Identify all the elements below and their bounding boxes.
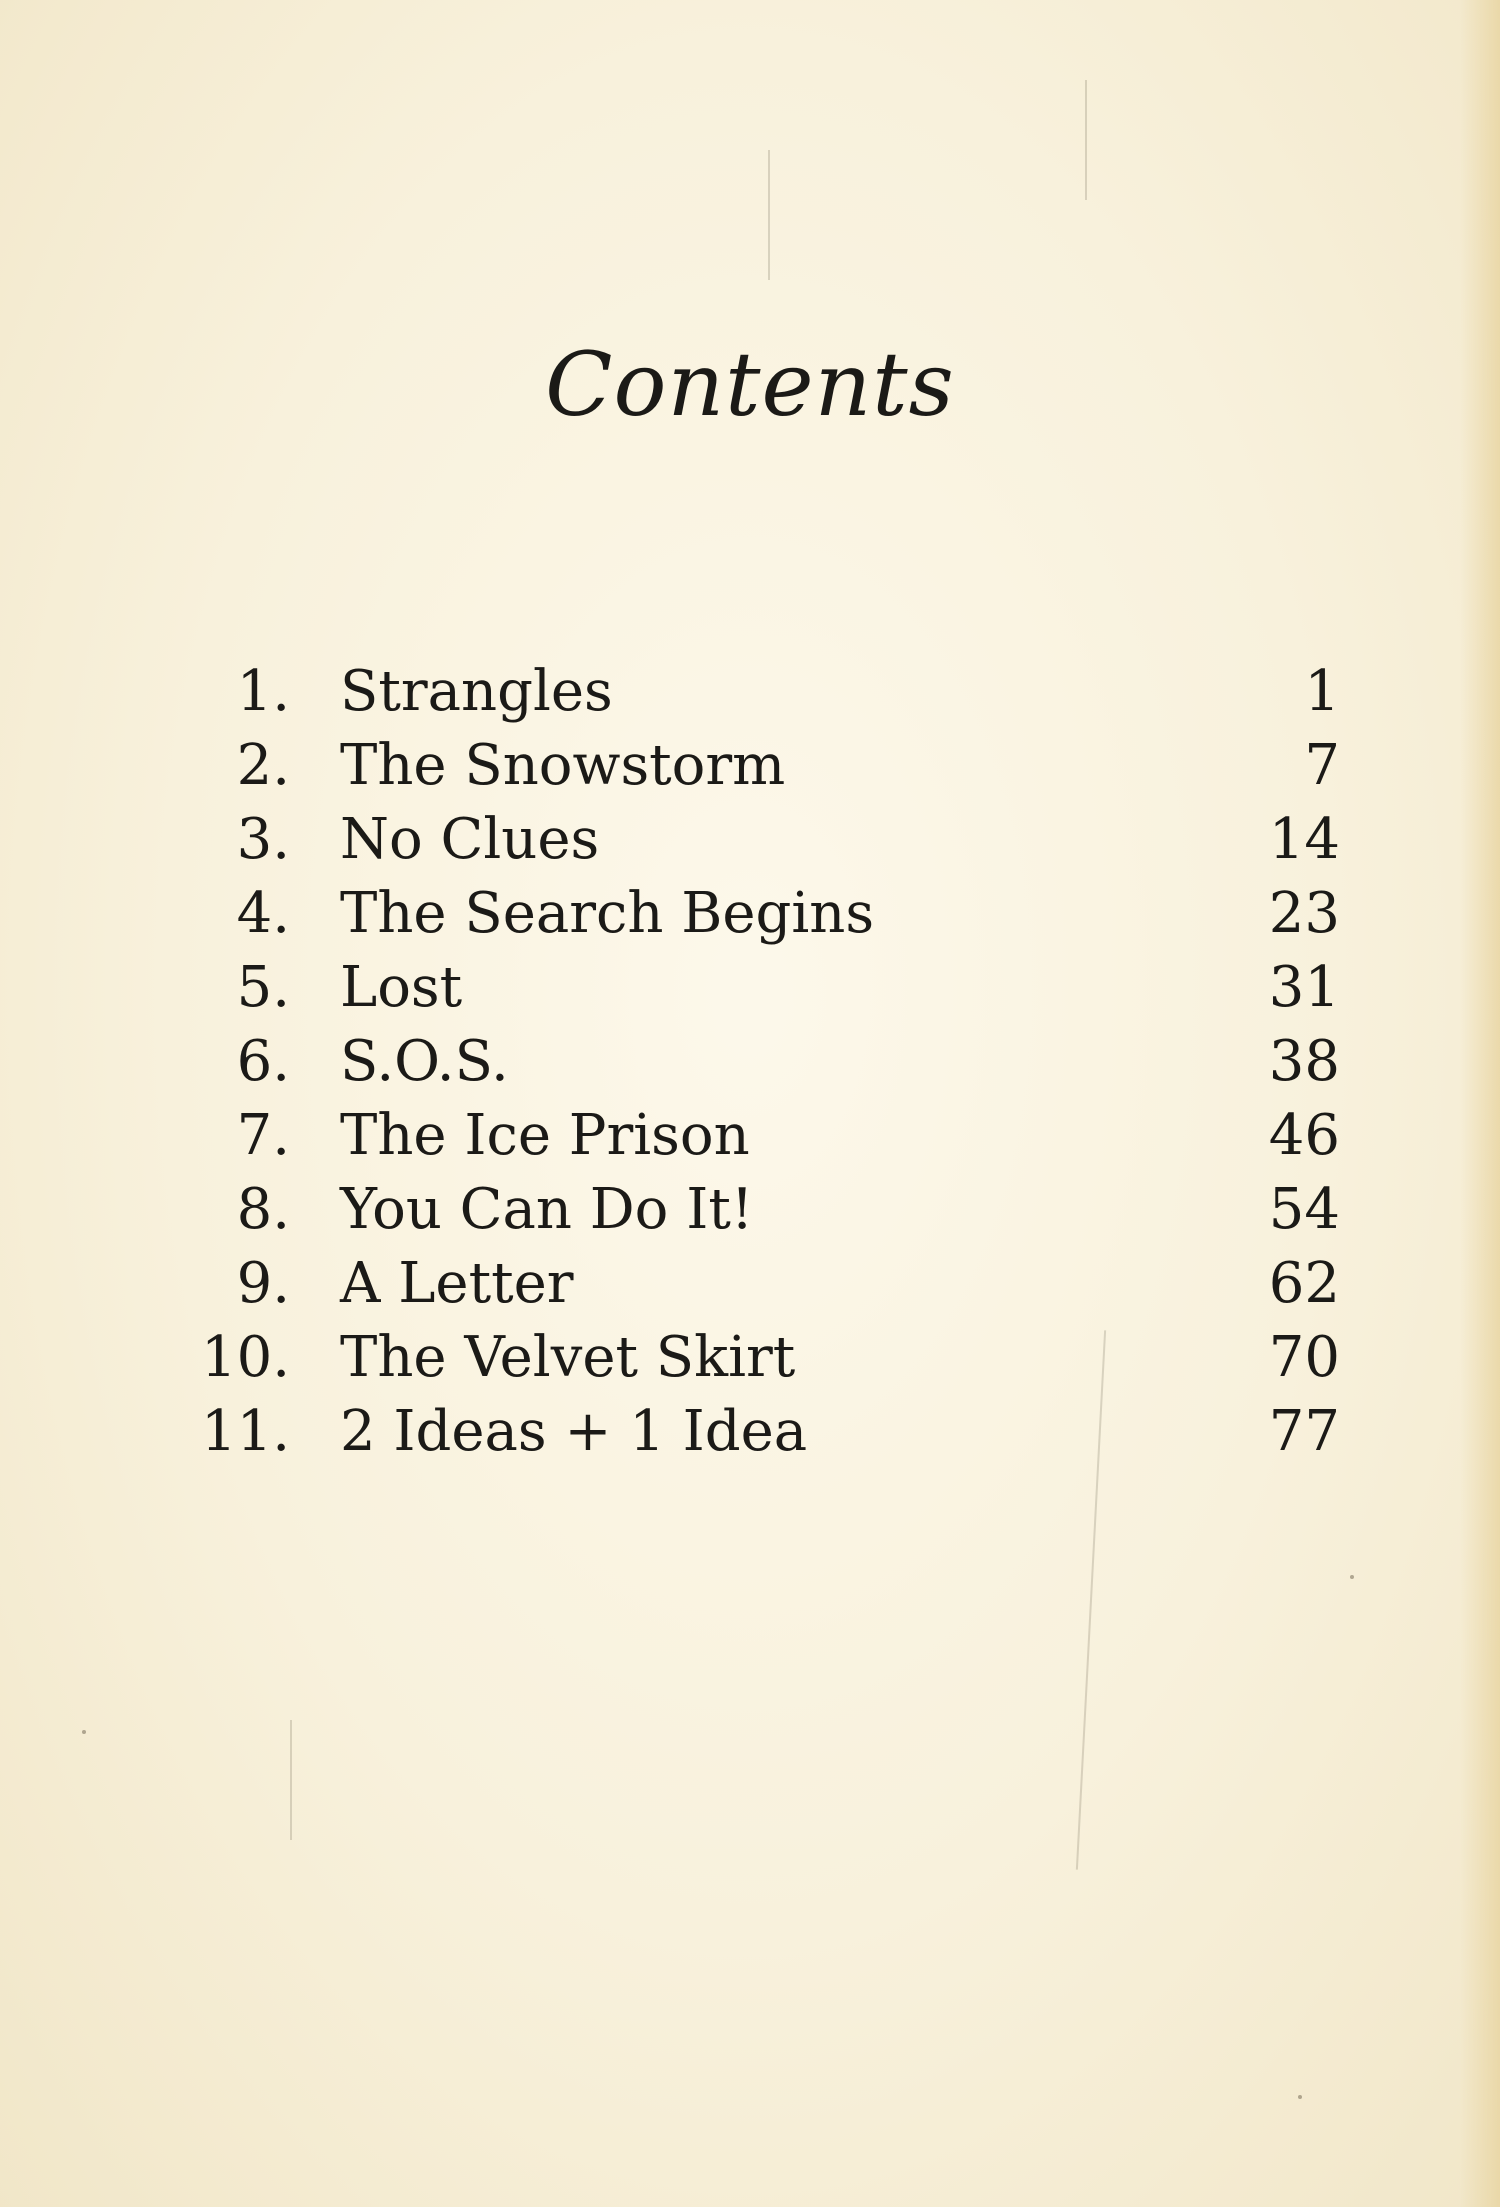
toc-entry[interactable] <box>160 877 1340 951</box>
page-title: Contents <box>545 333 955 436</box>
page-crease <box>1085 80 1087 200</box>
chapter-page: 14 <box>1268 807 1340 872</box>
chapter-page: 62 <box>1268 1251 1340 1316</box>
chapter-number: 2. <box>236 733 290 798</box>
page-crease <box>290 1720 292 1840</box>
paper-speck <box>1298 2095 1302 2099</box>
chapter-page: 38 <box>1268 1029 1340 1094</box>
toc-entry[interactable] <box>160 951 1340 1025</box>
chapter-number: 8. <box>236 1177 290 1242</box>
toc-entry[interactable] <box>160 729 1340 803</box>
toc-entry[interactable] <box>160 655 1340 729</box>
chapter-title: You Can Do It! <box>340 1177 754 1242</box>
page-edge <box>1460 0 1500 2207</box>
paper-speck <box>82 1730 86 1734</box>
chapter-title: Lost <box>340 955 463 1020</box>
chapter-page: 70 <box>1268 1325 1340 1390</box>
page-crease <box>768 150 770 280</box>
chapter-number: 9. <box>236 1251 290 1316</box>
chapter-number: 3. <box>236 807 290 872</box>
chapter-page: 77 <box>1268 1399 1340 1464</box>
chapter-title: The Ice Prison <box>340 1103 750 1168</box>
chapter-page: 1 <box>1304 659 1340 724</box>
chapter-page: 31 <box>1268 955 1340 1020</box>
chapter-number: 11. <box>200 1399 290 1464</box>
chapter-title: The Search Begins <box>340 881 875 946</box>
chapter-page: 23 <box>1268 881 1340 946</box>
toc-entry[interactable] <box>160 1321 1340 1395</box>
chapter-title: No Clues <box>340 807 600 872</box>
chapter-title: The Snowstorm <box>340 733 786 798</box>
chapter-number: 6. <box>236 1029 290 1094</box>
chapter-number: 10. <box>200 1325 290 1390</box>
chapter-number: 1. <box>236 659 290 724</box>
table-of-contents <box>160 655 1340 1469</box>
chapter-number: 7. <box>236 1103 290 1168</box>
toc-entry[interactable] <box>160 1025 1340 1099</box>
chapter-title: Strangles <box>340 659 613 724</box>
paper-speck <box>1350 1575 1354 1579</box>
chapter-number: 5. <box>236 955 290 1020</box>
toc-entry[interactable] <box>160 1395 1340 1469</box>
toc-entry[interactable] <box>160 803 1340 877</box>
toc-entry[interactable] <box>160 1247 1340 1321</box>
chapter-page: 54 <box>1268 1177 1340 1242</box>
chapter-number: 4. <box>236 881 290 946</box>
chapter-page: 7 <box>1304 733 1340 798</box>
chapter-page: 46 <box>1268 1103 1340 1168</box>
toc-entry[interactable] <box>160 1099 1340 1173</box>
chapter-title: The Velvet Skirt <box>340 1325 796 1390</box>
chapter-title: S.O.S. <box>340 1029 509 1094</box>
toc-entry[interactable] <box>160 1173 1340 1247</box>
chapter-title: 2 Ideas + 1 Idea <box>340 1399 808 1464</box>
chapter-title: A Letter <box>340 1251 574 1316</box>
